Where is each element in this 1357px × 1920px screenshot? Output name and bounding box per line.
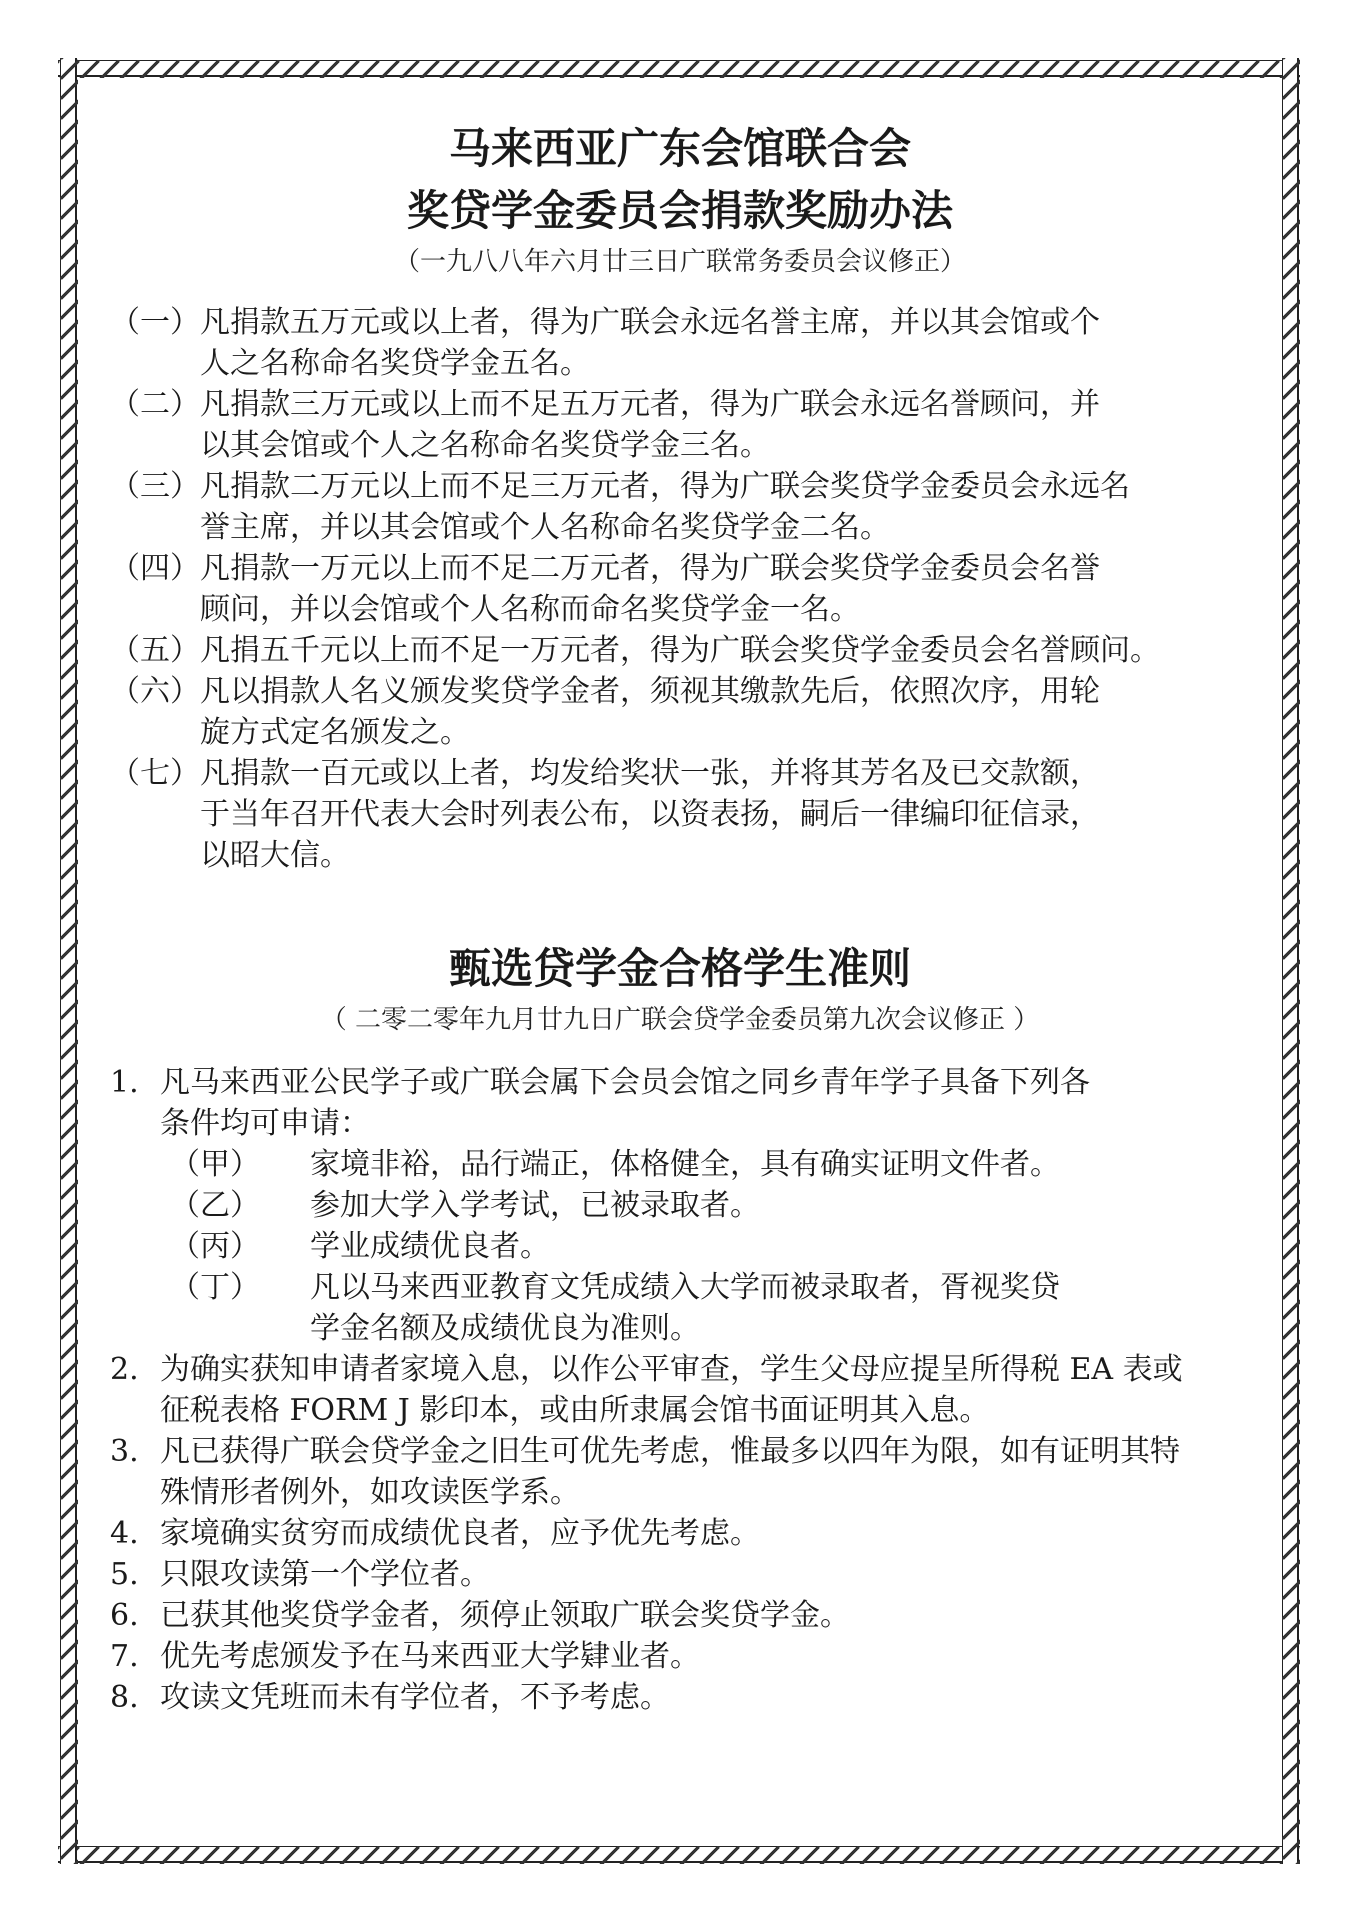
decorative-border-left xyxy=(58,58,78,1864)
rule-text: 凡捐五千元以上而不足一万元者，得为广联会奖贷学金委员会名誉顾问。 xyxy=(200,633,1160,668)
rule-text: 凡捐款二万元以上而不足三万元者，得为广联会奖贷学金委员会永远名誉主席，并以其会馆或个人名称命名奖贷学金二名。 xyxy=(200,469,1130,545)
condition-list xyxy=(160,1144,1190,1349)
criteria-item xyxy=(110,1513,1250,1554)
criteria-item xyxy=(110,1349,1250,1431)
criteria-text: 为确实获知申请者家境入息，以作公平审查，学生父母应提呈所得税 EA 表或征税表格 FORM J 影印本，或由所隶属会馆书面证明其入息。 xyxy=(160,1352,1183,1428)
criteria-marker: 3. xyxy=(110,1434,139,1469)
selection-criteria-section xyxy=(110,938,1250,1718)
condition-text: 凡以马来西亚教育文凭成绩入大学而被录取者，胥视奖贷学金名额及成绩优良为准则。 xyxy=(310,1270,1060,1346)
rule-marker: （七） xyxy=(110,756,200,791)
rule-marker: （一） xyxy=(110,305,200,340)
criteria-text: 只限攻读第一个学位者。 xyxy=(160,1557,490,1592)
rule-item xyxy=(110,384,1250,466)
criteria-marker: 5. xyxy=(110,1557,139,1592)
rule-item xyxy=(110,302,1250,384)
section1-title-line1: 马来西亚广东会馆联合会 xyxy=(448,124,911,173)
criteria-body xyxy=(160,1062,1250,1349)
criteria-text: 凡马来西亚公民学子或广联会属下会员会馆之同乡青年学子具备下列各条件均可申请： xyxy=(160,1065,1090,1141)
rule-text: 凡以捐款人名义颁发奖贷学金者，须视其缴款先后，依照次序，用轮旋方式定名颁发之。 xyxy=(200,674,1100,750)
criteria-item xyxy=(110,1595,1250,1636)
rule-item xyxy=(110,671,1250,753)
criteria-item xyxy=(110,1062,1250,1349)
condition-item xyxy=(160,1144,1190,1185)
section1-title-line2: 奖贷学金委员会捐款奖励办法 xyxy=(406,186,953,235)
rule-text: 凡捐款五万元或以上者，得为广联会永远名誉主席，并以其会馆或个人之名称命名奖贷学金五名。 xyxy=(200,305,1100,381)
decorative-border-top xyxy=(58,58,1300,78)
criteria-marker: 6. xyxy=(110,1598,139,1633)
decorative-border-bottom xyxy=(58,1844,1300,1864)
decorative-border-right xyxy=(1280,58,1300,1864)
rule-item xyxy=(110,466,1250,548)
rule-item xyxy=(110,753,1250,876)
criteria-marker: 4. xyxy=(110,1516,139,1551)
section2-subtitle: （ 二零二零年九月廿九日广联会贷学金委员第九次会议修正 ） xyxy=(320,1005,1040,1035)
criteria-text: 凡已获得广联会贷学金之旧生可优先考虑，惟最多以四年为限，如有证明其特殊情形者例外，如攻读医学系。 xyxy=(160,1434,1180,1510)
rule-text: 凡捐款一万元以上而不足二万元者，得为广联会奖贷学金委员会名誉顾问，并以会馆或个人名称而命名奖贷学金一名。 xyxy=(200,551,1100,627)
section2-title: 甄选贷学金合格学生准则 xyxy=(448,944,911,993)
condition-marker: （丙） xyxy=(170,1229,260,1264)
condition-item xyxy=(160,1267,1190,1349)
criteria-item xyxy=(110,1431,1250,1513)
rule-marker: （二） xyxy=(110,387,200,422)
criteria-marker: 8. xyxy=(110,1680,139,1715)
condition-text: 学业成绩优良者。 xyxy=(310,1229,550,1264)
condition-marker: （甲） xyxy=(170,1147,260,1182)
rule-marker: （五） xyxy=(110,633,200,668)
criteria-marker: 7. xyxy=(110,1639,139,1674)
rule-text: 凡捐款三万元或以上而不足五万元者，得为广联会永远名誉顾问，并以其会馆或个人之名称命名奖贷学金三名。 xyxy=(200,387,1100,463)
document-body xyxy=(110,118,1250,1718)
condition-text: 参加大学入学考试，已被录取者。 xyxy=(310,1188,760,1223)
condition-marker: （丁） xyxy=(170,1270,260,1305)
rule-item xyxy=(110,548,1250,630)
donation-rules-section xyxy=(110,118,1250,876)
rule-marker: （六） xyxy=(110,674,200,709)
criteria-list xyxy=(110,1062,1250,1718)
criteria-marker: 2. xyxy=(110,1352,139,1387)
rule-marker: （四） xyxy=(110,551,200,586)
criteria-marker: 1. xyxy=(110,1065,139,1100)
condition-text: 家境非裕，品行端正，体格健全，具有确实证明文件者。 xyxy=(310,1147,1060,1182)
donation-rules-list xyxy=(110,302,1250,876)
criteria-text: 家境确实贫穷而成绩优良者，应予优先考虑。 xyxy=(160,1516,760,1551)
condition-marker: （乙） xyxy=(170,1188,260,1223)
section1-subtitle: （一九八八年六月廿三日广联常务委员会议修正） xyxy=(393,247,966,277)
criteria-item xyxy=(110,1636,1250,1677)
criteria-item xyxy=(110,1677,1250,1718)
criteria-text: 已获其他奖贷学金者，须停止领取广联会奖贷学金。 xyxy=(160,1598,850,1633)
criteria-text: 优先考虑颁发予在马来西亚大学肄业者。 xyxy=(160,1639,700,1674)
rule-text: 凡捐款一百元或以上者，均发给奖状一张，并将其芳名及已交款额，于当年召开代表大会时列表公布，以资表扬，嗣后一律编印征信录，以昭大信。 xyxy=(200,756,1100,873)
condition-item xyxy=(160,1185,1190,1226)
rule-item xyxy=(110,630,1250,671)
rule-marker: （三） xyxy=(110,469,200,504)
criteria-item xyxy=(110,1554,1250,1595)
condition-item xyxy=(160,1226,1190,1267)
criteria-text: 攻读文凭班而未有学位者，不予考虑。 xyxy=(160,1680,670,1715)
